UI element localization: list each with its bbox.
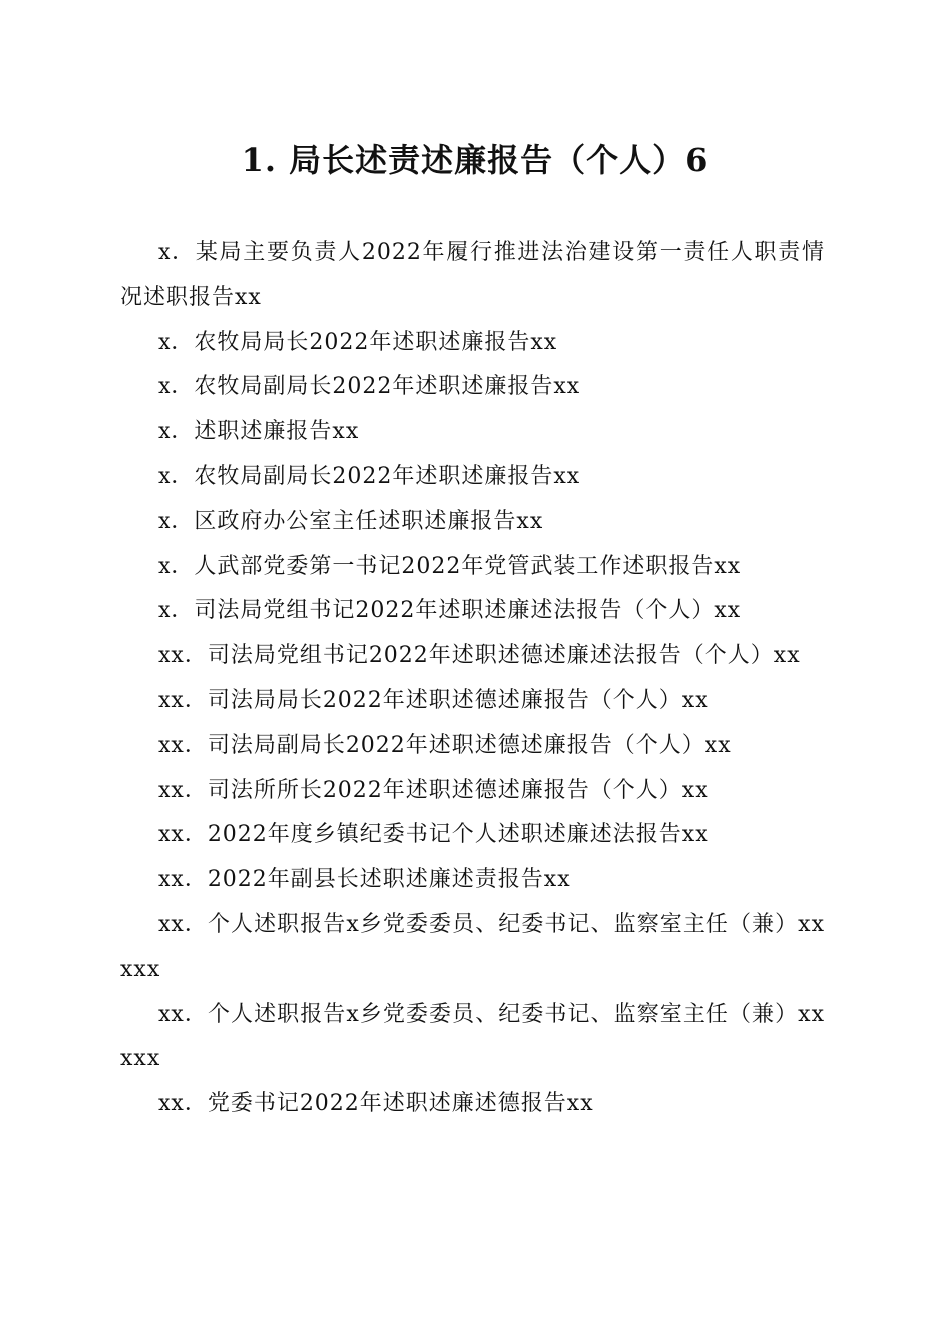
toc-entry: x．农牧局局长2022年述职述廉报告xx (158, 329, 558, 355)
toc-entry: x．人武部党委第一书记2022年党管武装工作述职报告xx (158, 553, 742, 579)
toc-entry: xx．司法局局长2022年述职述德述廉报告（个人）xx (158, 687, 709, 713)
table-of-contents (120, 231, 825, 1127)
toc-entry: xx．司法局副局长2022年述职述德述廉报告（个人）xx (158, 732, 732, 758)
toc-entry: xx．党委书记2022年述职述廉述德报告xx (158, 1091, 594, 1117)
toc-entry: xx．司法局党组书记2022年述职述德述廉述法报告（个人）xx (158, 643, 801, 669)
toc-entry: x．农牧局副局长2022年述职述廉报告xx (158, 463, 581, 489)
toc-entry: x．农牧局副局长2022年述职述廉报告xx (158, 374, 581, 400)
toc-entry: x．某局主要负责人2022年履行推进法治建设第一责任人职责情况述职报告xx (120, 240, 825, 310)
toc-entry: x．司法局党组书记2022年述职述廉述法报告（个人）xx (158, 598, 742, 624)
toc-entry: xx．个人述职报告x乡党委委员、纪委书记、监察室主任（兼）xxxxx (120, 1001, 825, 1072)
toc-entry: x．区政府办公室主任述职述廉报告xx (158, 508, 544, 534)
toc-entry: xx．2022年度乡镇纪委书记个人述职述廉述法报告xx (158, 822, 709, 848)
toc-entry: xx．2022年副县长述职述廉述责报告xx (158, 867, 571, 893)
toc-entry: x．述职述廉报告xx (158, 419, 360, 445)
toc-entry: xx．个人述职报告x乡党委委员、纪委书记、监察室主任（兼）xxxxx (120, 911, 825, 982)
toc-entry: xx．司法所所长2022年述职述德述廉报告（个人）xx (158, 777, 709, 803)
document-title: 1. 局长述责述廉报告（个人）6 (241, 141, 709, 179)
